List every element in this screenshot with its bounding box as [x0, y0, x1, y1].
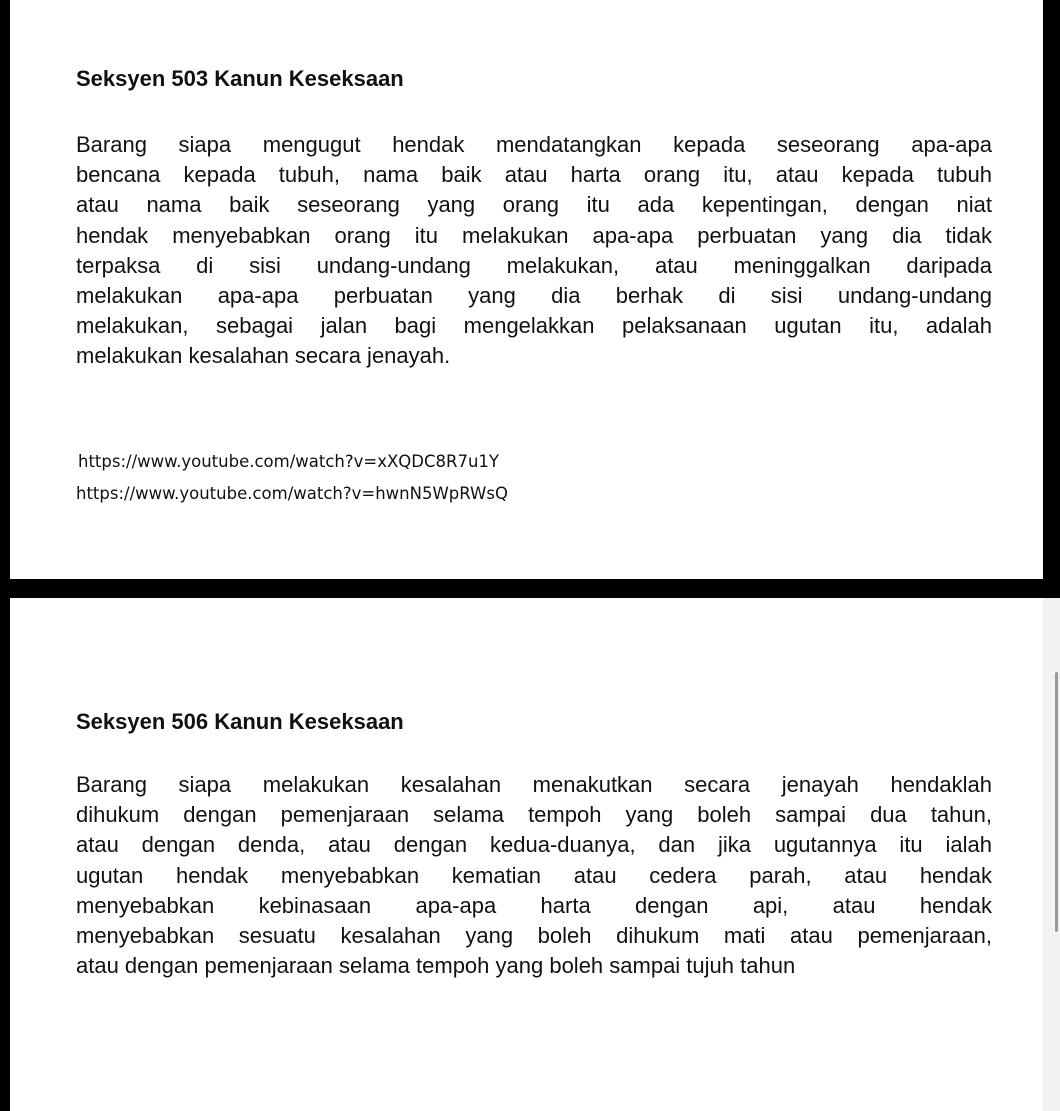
video-links: [76, 452, 508, 504]
section-506-line: menyebabkan kebinasaan apa-apa harta dengan api, atau hendak: [76, 892, 992, 918]
section-506-line: atau dengan pemenjaraan selama tempoh yang boleh sampai tujuh tahun: [76, 953, 796, 979]
section-506-line: Barang siapa melakukan kesalahan menakutkan secara jenayah hendaklah: [76, 772, 992, 797]
section-503-line: terpaksa di sisi undang-undang melakukan, atau meninggalkan daripada: [76, 252, 992, 278]
section-506-line: dihukum dengan pemenjaraan selama tempoh yang boleh sampai dua tahun,: [76, 802, 992, 828]
section-503-line: hendak menyebabkan orang itu melakukan apa-apa perbuatan yang dia tidak: [76, 222, 992, 248]
section-503-line: melakukan kesalahan secara jenayah.: [76, 343, 451, 369]
youtube-link-2[interactable]: https://www.youtube.com/watch?v=hwnN5WpRWsQ: [76, 484, 508, 503]
section-503-body: [76, 130, 992, 372]
section-506-line: atau dengan denda, atau dengan kedua-duanya, dan jika ugutannya itu ialah: [76, 832, 992, 858]
document-page-top: [10, 0, 1043, 579]
section-503-line: melakukan apa-apa perbuatan yang dia berhak di sisi undang-undang: [76, 283, 992, 309]
document-page-bottom: [10, 598, 1043, 1111]
section-503-line: bencana kepada tubuh, nama baik atau harta orang itu, atau kepada tubuh: [76, 162, 992, 188]
section-506-title: Seksyen 506 Kanun Keseksaan: [76, 709, 404, 734]
section-503-line: melakukan, sebagai jalan bagi mengelakkan pelaksanaan ugutan itu, adalah: [76, 313, 992, 339]
section-503-line: atau nama baik seseorang yang orang itu ada kepentingan, dengan niat: [76, 192, 992, 218]
scrollbar-thumb[interactable]: [1055, 672, 1058, 932]
youtube-link-1[interactable]: https://www.youtube.com/watch?v=xXQDC8R7u1Y: [78, 452, 499, 471]
section-506-line: menyebabkan sesuatu kesalahan yang boleh dihukum mati atau pemenjaraan,: [76, 923, 992, 949]
section-506-body: [76, 770, 992, 981]
section-503-title: Seksyen 503 Kanun Keseksaan: [76, 66, 404, 91]
section-503-line: Barang siapa mengugut hendak mendatangkan kepada seseorang apa-apa: [76, 132, 992, 157]
section-506-line: ugutan hendak menyebabkan kematian atau cedera parah, atau hendak: [76, 862, 992, 888]
